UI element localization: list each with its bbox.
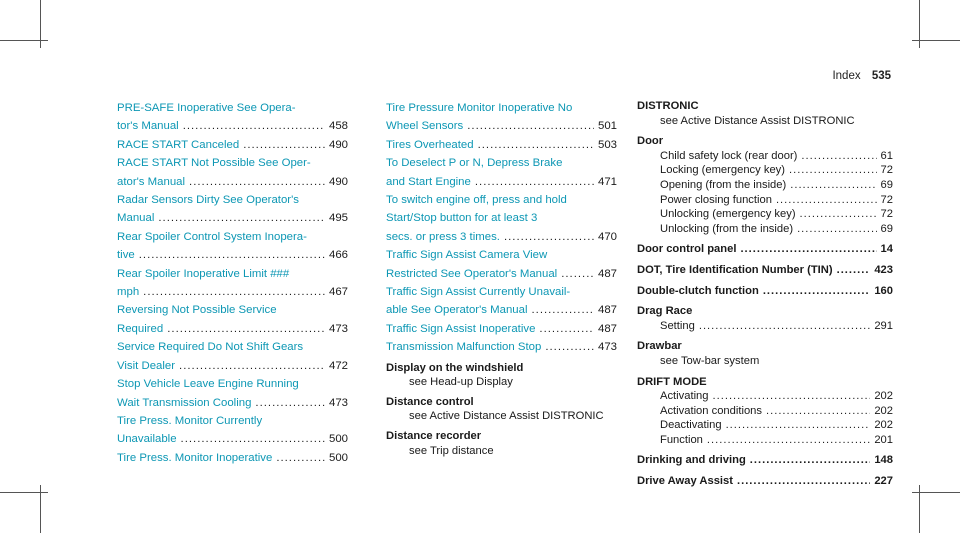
message-entry[interactable] xyxy=(117,412,348,449)
index-column-3 xyxy=(637,99,893,495)
index-subentry[interactable] xyxy=(637,389,893,404)
entry-text: see Active Distance Assist DISTRONIC xyxy=(660,114,855,127)
message-entry[interactable] xyxy=(386,154,617,191)
page-ref: 202 xyxy=(874,419,893,432)
entry-line: Traffic Sign Assist Currently Unavail- xyxy=(386,286,571,299)
entry-line: PRE-SAFE Inoperative See Opera- xyxy=(117,102,296,114)
index-entry xyxy=(637,263,893,278)
leader-dots xyxy=(531,301,594,319)
entry-line: Service Required Do Not Shift Gears xyxy=(117,341,304,354)
index-entry xyxy=(637,339,893,368)
index-entry xyxy=(386,395,617,424)
index-column-1 xyxy=(117,99,348,467)
entry-text: Display on the windshield xyxy=(386,361,524,374)
message-entry[interactable] xyxy=(117,375,348,412)
index-entry xyxy=(637,474,893,489)
leader-dots xyxy=(183,117,325,135)
page-ref: 72 xyxy=(880,164,893,177)
page-ref: 473 xyxy=(328,396,348,409)
entry-text: Tires Overheated xyxy=(386,138,474,151)
leader-dots xyxy=(800,207,877,222)
index-heading[interactable] xyxy=(637,99,893,114)
index-entry xyxy=(637,99,893,128)
index-entry xyxy=(386,429,617,458)
index-heading[interactable] xyxy=(386,429,617,444)
leader-dots xyxy=(478,136,594,154)
index-subentry[interactable] xyxy=(637,433,893,448)
leader-dots xyxy=(789,163,877,178)
page-ref: 69 xyxy=(880,222,893,235)
page-ref: 61 xyxy=(880,149,893,162)
entry-last-line[interactable] xyxy=(117,357,348,375)
index-subentry[interactable] xyxy=(637,178,893,193)
crop-mark xyxy=(912,492,960,493)
page-ref: 202 xyxy=(874,390,893,403)
message-entry[interactable] xyxy=(117,301,348,338)
entry-last-line[interactable] xyxy=(386,228,617,246)
page-number: 535 xyxy=(871,70,891,82)
index-subentry[interactable] xyxy=(637,354,893,369)
entry-last-line[interactable] xyxy=(117,320,348,338)
entry-text: Setting xyxy=(660,319,695,332)
leader-dots xyxy=(545,338,594,356)
leader-dots xyxy=(561,265,594,283)
entry-text: and Start Engine xyxy=(386,175,471,188)
index-heading[interactable] xyxy=(637,339,893,354)
index-heading[interactable] xyxy=(637,134,893,149)
index-heading[interactable] xyxy=(637,453,893,468)
page-ref: 202 xyxy=(874,404,893,417)
entry-text: Activating xyxy=(660,390,709,403)
page-ref: 495 xyxy=(328,212,348,225)
entry-text: Deactivating xyxy=(660,419,722,432)
entry-text: Drawbar xyxy=(637,340,682,353)
entry-text: Wait Transmission Cooling xyxy=(117,396,252,409)
entry-last-line[interactable] xyxy=(117,449,348,467)
leader-dots xyxy=(179,357,325,375)
leader-dots xyxy=(143,283,325,301)
entry-text: Unlocking (from the inside) xyxy=(660,222,794,235)
message-entry[interactable] xyxy=(386,191,617,246)
entry-text: Restricted See Operator's Manual xyxy=(386,267,558,280)
entry-text: Unlocking (emergency key) xyxy=(660,208,796,221)
page-ref: 487 xyxy=(597,322,617,335)
page-ref: 467 xyxy=(328,286,348,299)
page-header xyxy=(832,70,891,82)
index-subentry[interactable] xyxy=(386,409,617,424)
index-heading[interactable] xyxy=(386,395,617,410)
index-subentry[interactable] xyxy=(637,114,893,129)
leader-dots xyxy=(504,228,594,246)
page-ref: 500 xyxy=(328,451,348,464)
crop-mark xyxy=(0,492,48,493)
entry-last-line[interactable] xyxy=(386,265,617,283)
message-entry[interactable] xyxy=(386,136,617,154)
index-entry xyxy=(637,375,893,448)
entry-line: Rear Spoiler Control System Inopera- xyxy=(117,230,307,243)
message-entry[interactable] xyxy=(117,99,348,136)
page-ref: 69 xyxy=(880,178,893,191)
leader-dots xyxy=(737,474,870,489)
entry-last-line[interactable] xyxy=(117,430,348,448)
entry-text: Opening (from the inside) xyxy=(660,178,787,191)
entry-text: Required xyxy=(117,322,164,335)
message-entry[interactable] xyxy=(386,246,617,283)
entry-text: Visit Dealer xyxy=(117,359,176,372)
entry-text: Wheel Sensors xyxy=(386,120,464,133)
entry-line: To switch engine off, press and hold xyxy=(386,194,567,207)
page-ref: 201 xyxy=(874,433,893,446)
index-heading[interactable] xyxy=(637,242,893,257)
entry-text: ator's Manual xyxy=(117,175,186,188)
page-ref: 466 xyxy=(328,249,348,262)
message-entry[interactable] xyxy=(386,99,617,136)
entry-line: Tire Pressure Monitor Inoperative No xyxy=(386,102,573,114)
entry-text: DOT, Tire Identification Number (TIN) xyxy=(637,263,833,276)
entry-text: Drinking and driving xyxy=(637,454,746,467)
entry-text: Door control panel xyxy=(637,243,737,256)
page-ref: 291 xyxy=(874,319,893,332)
entry-last-line[interactable] xyxy=(386,117,617,135)
leader-dots xyxy=(699,319,870,334)
entry-text: DRIFT MODE xyxy=(637,375,707,388)
message-entry[interactable] xyxy=(117,228,348,265)
leader-dots xyxy=(763,284,871,299)
leader-dots xyxy=(158,209,325,227)
index-subentry[interactable] xyxy=(637,207,893,222)
entry-line: Stop Vehicle Leave Engine Running xyxy=(117,378,299,391)
index-heading[interactable] xyxy=(637,263,893,278)
leader-dots xyxy=(801,149,876,164)
leader-dots xyxy=(167,320,325,338)
leader-dots xyxy=(713,389,871,404)
crop-mark xyxy=(0,40,48,41)
entry-last-line[interactable] xyxy=(117,173,348,191)
page-ref: 72 xyxy=(880,193,893,206)
index-heading[interactable] xyxy=(386,361,617,376)
entry-text: Drive Away Assist xyxy=(637,475,733,488)
message-entry[interactable] xyxy=(117,191,348,228)
message-entry[interactable] xyxy=(386,338,617,356)
leader-dots xyxy=(255,394,325,412)
section-title: Index xyxy=(832,70,861,82)
message-entry[interactable] xyxy=(117,154,348,191)
entry-text: see Tow-bar system xyxy=(660,354,760,367)
entry-last-line[interactable] xyxy=(386,301,617,319)
leader-dots xyxy=(837,263,871,278)
entry-last-line[interactable] xyxy=(117,136,348,154)
index-subentry[interactable] xyxy=(637,319,893,334)
entry-line: Start/Stop button for at least 3 xyxy=(386,212,538,225)
entry-text: DISTRONIC xyxy=(637,100,699,112)
leader-dots xyxy=(790,178,876,193)
entry-last-line[interactable] xyxy=(117,117,348,135)
page-ref: 487 xyxy=(597,304,617,317)
leader-dots xyxy=(766,404,870,419)
message-entry[interactable] xyxy=(386,320,617,338)
entry-text: see Trip distance xyxy=(409,444,494,457)
entry-last-line[interactable] xyxy=(386,136,617,154)
crop-mark xyxy=(912,40,960,41)
index-heading[interactable] xyxy=(637,304,893,319)
index-subentry[interactable] xyxy=(637,163,893,178)
entry-text: tive xyxy=(117,249,135,262)
page-ref: 423 xyxy=(874,263,893,276)
leader-dots xyxy=(776,193,877,208)
entry-text: Child safety lock (rear door) xyxy=(660,149,798,162)
entry-last-line[interactable] xyxy=(386,320,617,338)
leader-dots xyxy=(467,117,594,135)
message-entry[interactable] xyxy=(117,449,348,467)
page-ref: 501 xyxy=(597,120,617,133)
entry-text: able See Operator's Manual xyxy=(386,304,528,317)
leader-dots xyxy=(797,222,876,237)
entry-text: Distance control xyxy=(386,395,474,408)
index-entry xyxy=(637,284,893,299)
entry-last-line[interactable] xyxy=(117,394,348,412)
entry-line: RACE START Not Possible See Oper- xyxy=(117,157,311,170)
page-ref: 471 xyxy=(597,175,617,188)
message-entry[interactable] xyxy=(117,265,348,302)
leader-dots xyxy=(139,246,325,264)
page-ref: 470 xyxy=(597,230,617,243)
index-subentry[interactable] xyxy=(386,375,617,390)
entry-line: Rear Spoiler Inoperative Limit ### xyxy=(117,267,290,280)
index-heading[interactable] xyxy=(637,375,893,390)
leader-dots xyxy=(750,453,871,468)
page-ref: 72 xyxy=(880,208,893,221)
entry-text: Tire Press. Monitor Inoperative xyxy=(117,451,273,464)
page-ref: 14 xyxy=(880,243,893,256)
index-subentry[interactable] xyxy=(637,404,893,419)
entry-text: see Active Distance Assist DISTRONIC xyxy=(409,410,604,423)
entry-last-line[interactable] xyxy=(386,173,617,191)
leader-dots xyxy=(726,418,871,433)
entry-last-line[interactable] xyxy=(117,246,348,264)
page-ref: 227 xyxy=(874,475,893,488)
entry-last-line[interactable] xyxy=(117,209,348,227)
message-entry[interactable] xyxy=(117,136,348,154)
page-ref: 500 xyxy=(328,433,348,446)
entry-text: Drag Race xyxy=(637,305,693,318)
entry-text: Door xyxy=(637,135,664,148)
page-ref: 490 xyxy=(328,138,348,151)
message-entry[interactable] xyxy=(117,338,348,375)
entry-line: To Deselect P or N, Depress Brake xyxy=(386,157,563,170)
index-entry xyxy=(637,453,893,468)
leader-dots xyxy=(475,173,594,191)
page-ref: 473 xyxy=(328,322,348,335)
page-ref: 487 xyxy=(597,267,617,280)
entry-text: Locking (emergency key) xyxy=(660,164,785,177)
entry-text: Function xyxy=(660,433,703,446)
index-entry xyxy=(637,304,893,333)
page-ref: 490 xyxy=(328,175,348,188)
entry-text: Activation conditions xyxy=(660,404,762,417)
index-entry xyxy=(637,134,893,236)
leader-dots xyxy=(189,173,325,191)
page-ref: 458 xyxy=(328,120,348,133)
leader-dots xyxy=(539,320,594,338)
entry-line: Reversing Not Possible Service xyxy=(117,304,277,317)
index-subentry[interactable] xyxy=(637,149,893,164)
index-column-2 xyxy=(386,99,617,463)
entry-line: Traffic Sign Assist Camera View xyxy=(386,249,548,262)
entry-last-line[interactable] xyxy=(117,283,348,301)
index-entry xyxy=(637,242,893,257)
index-subentry[interactable] xyxy=(637,193,893,208)
leader-dots xyxy=(740,242,876,257)
leader-dots xyxy=(181,430,325,448)
entry-line: Radar Sensors Dirty See Operator's xyxy=(117,194,299,207)
page-ref: 160 xyxy=(874,284,893,297)
entry-text: tor's Manual xyxy=(117,120,179,133)
entry-text: mph xyxy=(117,286,140,299)
index-entries xyxy=(386,361,617,459)
page-ref: 472 xyxy=(328,359,348,372)
entry-last-line[interactable] xyxy=(386,338,617,356)
entry-text: RACE START Canceled xyxy=(117,138,240,151)
page-ref: 473 xyxy=(597,341,617,354)
index-subentry[interactable] xyxy=(637,222,893,237)
entry-text: see Head-up Display xyxy=(409,376,513,389)
index-entry xyxy=(386,361,617,390)
leader-dots xyxy=(276,449,325,467)
entry-text: secs. or press 3 times. xyxy=(386,230,500,243)
entry-text: Unavailable xyxy=(117,433,177,446)
index-heading[interactable] xyxy=(637,284,893,299)
entry-text: Power closing function xyxy=(660,193,772,206)
leader-dots xyxy=(243,136,325,154)
index-subentry[interactable] xyxy=(386,444,617,459)
entry-text: Distance recorder xyxy=(386,430,482,443)
entry-text: Manual xyxy=(117,212,155,225)
entry-text: Double-clutch function xyxy=(637,284,759,297)
page-ref: 503 xyxy=(597,138,617,151)
index-subentry[interactable] xyxy=(637,418,893,433)
entry-text: Transmission Malfunction Stop xyxy=(386,341,542,354)
entry-line: Tire Press. Monitor Currently xyxy=(117,414,263,427)
entry-text: Traffic Sign Assist Inoperative xyxy=(386,322,536,335)
message-entry[interactable] xyxy=(386,283,617,320)
page-ref: 148 xyxy=(874,454,893,467)
leader-dots xyxy=(707,433,870,448)
index-heading[interactable] xyxy=(637,474,893,489)
